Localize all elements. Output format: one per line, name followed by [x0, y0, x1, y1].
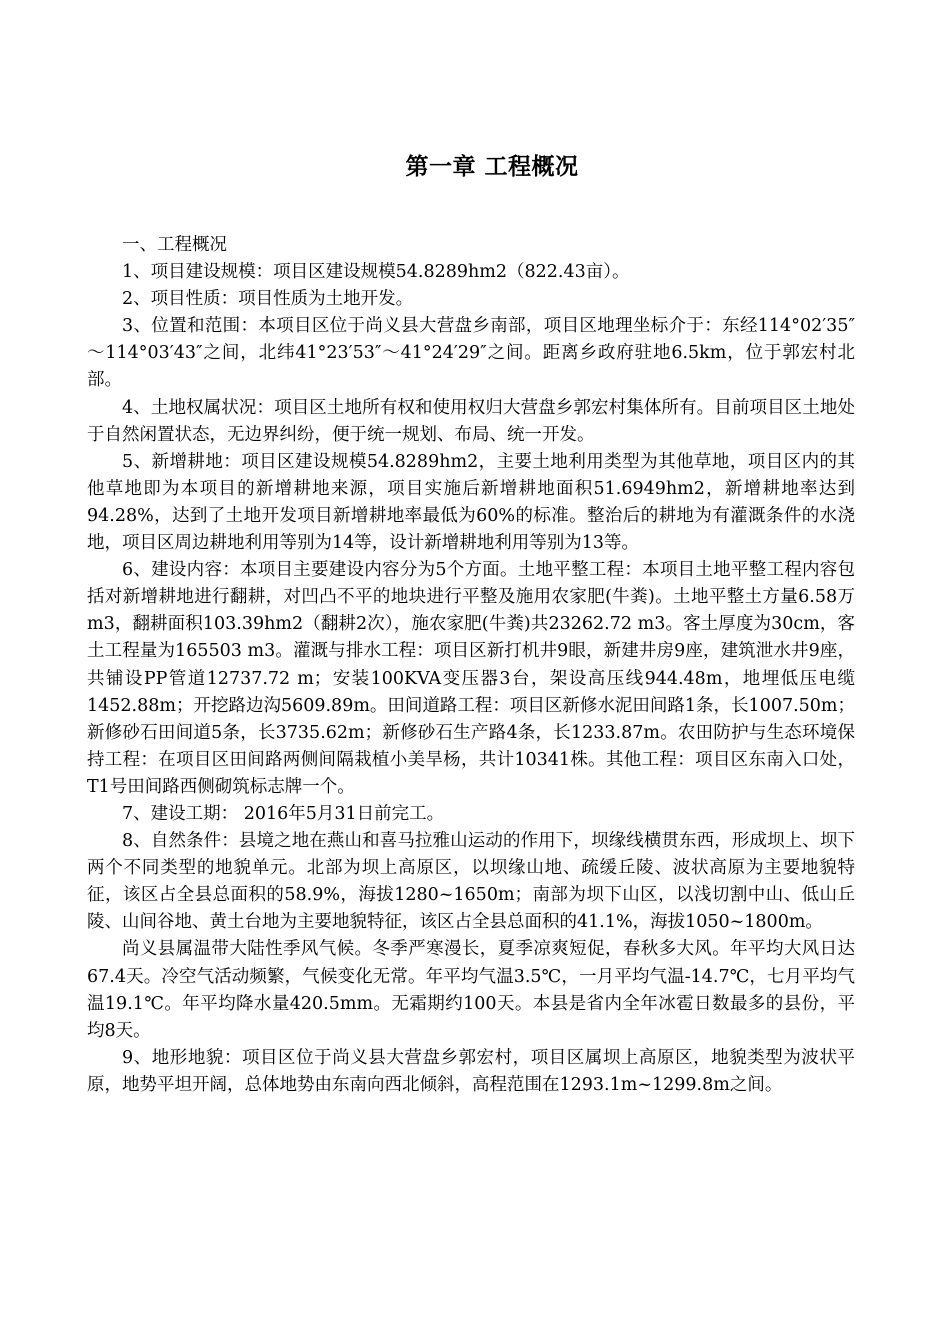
- paragraph-natural-conditions: 8、自然条件：县境之地在燕山和喜马拉雅山运动的作用下，坝缘线横贯东西，形成坝上、坝下两个不同类型的地貌单元。北部为坝上高原区，以坝缘山地、疏缓丘陵、波状高原为主要地貌特征，该区占全县总面积的58.9%，海拔1280~1650m；南部为坝下山区，以浅切割中山、低山丘陵、山间谷地、黄土台地为主要地貌特征，该区占全县总面积的41.1%，海拔1050~1800m。: [87, 831, 855, 933]
- paragraph-project-nature: 2、项目性质：项目性质为土地开发。: [122, 289, 414, 310]
- paragraph-project-scale: 1、项目建设规模：项目区建设规模54.8289hm2（822.43亩）。: [122, 262, 630, 283]
- chapter-title: 第一章 工程概况: [405, 154, 579, 180]
- document-body: [87, 232, 855, 1099]
- paragraph-construction-period: 7、建设工期： 2016年5月31日前完工。: [122, 803, 445, 824]
- paragraph-land-ownership: 4、土地权属状况：项目区土地所有权和使用权归大营盘乡郭宏村集体所有。目前项目区土地处于自然闲置状态，无边界纠纷，便于统一规划、布局、统一开发。: [87, 397, 855, 445]
- paragraph-construction-content: 6、建设内容：本项目主要建设内容分为5个方面。土地平整工程：本项目土地平整工程内容包括对新增耕地进行翻耕，对凹凸不平的地块进行平整及施用农家肥(牛粪)。土地平整土方量6.58万m3，翻耕面积103.39hm2（翻耕2次），施农家肥(牛粪)共23262.72 m3。客土厚度为30cm，客土工程量为165503 m3。灌溉与排水工程：项目区新打机井9眼，新建井房9座，建筑泄水井9座，共铺设PP管道12737.72 m；安装100KVA变压器3台，架设高压线944.48m，地埋低压电缆1452.88m；开挖路边沟5609.89m。田间道路工程：项目区新修水泥田间路1条，长1007.50m；新修砂石田间道5条，长3735.62m；新修砂石生产路4条，长1233.87m。农田防护与生态环境保持工程：在项目区田间路两侧间隔栽植小美旱杨，共计10341株。其他工程：项目区东南入口处，T1号田间路西侧砌筑标志牌一个。: [87, 560, 856, 797]
- paragraph-location: 3、位置和范围：本项目区位于尚义县大营盘乡南部，项目区地理坐标介于：东经114°02′35″～114°03′43″之间，北纬41°23′53″～41°24′29″之间。距离乡政府驻地6.5km，位于郭宏村北部。: [87, 316, 855, 391]
- section-heading: 一、工程概况: [122, 235, 227, 255]
- paragraph-terrain: 9、地形地貌：项目区位于尚义县大营盘乡郭宏村，项目区属坝上高原区，地貌类型为波状平原，地势平坦开阔，总体地势由东南向西北倾斜，高程范围在1293.1m~1299.8m之间。: [87, 1047, 855, 1095]
- paragraph-climate: 尚义县属温带大陆性季风气候。冬季严寒漫长，夏季凉爽短促，春秋多大风。年平均大风日达67.4天。冷空气活动频繁，气候变化无常。年平均气温3.5℃，一月平均气温-14.7℃，七月平均气温19.1℃。年平均降水量420.5mm。无霜期约100天。本县是省内全年冰雹日数最多的县份，平均8天。: [87, 939, 855, 1041]
- paragraph-new-farmland: 5、新增耕地：项目区建设规模54.8289hm2，主要土地利用类型为其他草地，项目区内的其他草地即为本项目的新增耕地来源，项目实施后新增耕地面积51.6949hm2，新增耕地率达到94.28%，达到了土地开发项目新增耕地率最低为60%的标准。整治后的耕地为有灌溉条件的水浇地，项目区周边耕地利用等别为14等，设计新增耕地利用等别为13等。: [87, 451, 855, 554]
